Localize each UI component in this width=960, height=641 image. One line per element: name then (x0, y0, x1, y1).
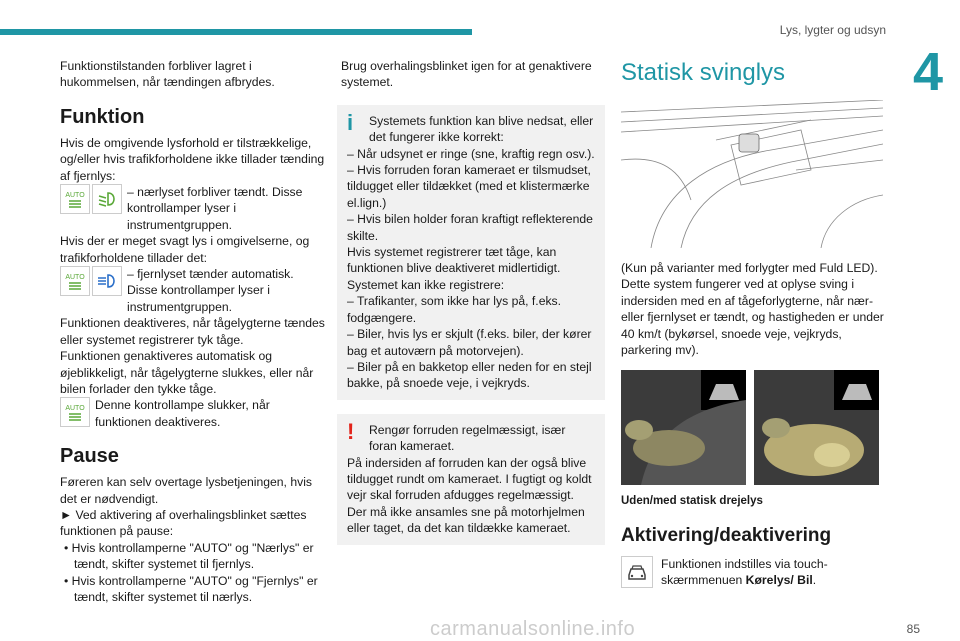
paragraph: Føreren kan selv overtage lysbetjeningen, hvis det er nødvendigt. (60, 475, 313, 506)
info-icon: i (347, 109, 354, 135)
note-line: – Biler på en bakketop eller neden for en stejl bakke, på snoede veje, i vejkryds. (347, 359, 592, 391)
comparison-photos (621, 370, 885, 485)
auto-lamp-icon (60, 397, 90, 427)
photo-without-cornering-light (621, 370, 746, 485)
intro-text: Brug overhalingsblinket igen for at genaktivere systemet. (341, 59, 592, 90)
pause-heading: Pause (60, 445, 119, 468)
page-number: 85 (906, 622, 920, 636)
photo-with-cornering-light (754, 370, 879, 485)
indicator-text: – nærlyset forbliver tændt. Disse kontrollamper lyser i instrumentgruppen. (127, 185, 303, 232)
note-line: – Når udsynet er ringe (sne, kraftig regn osv.). (347, 146, 595, 161)
note-line: – Hvis bilen holder foran kraftigt reflekterende skilte. (347, 212, 593, 243)
indicator-text: – fjernlyset tænder automatisk. Disse kontrollamper lyser i instrumentgruppen. (127, 267, 294, 314)
note-line: På indersiden af forruden kan der også blive tildugget rundt om kameraet. I fugtigt og koldt vejr skal forruden afdugges regelmæssigt. (347, 455, 592, 503)
paragraph: (Kun på varianter med forlygter med Fuld LED). (621, 261, 878, 275)
page-title: Statisk svinglys (621, 59, 786, 86)
note-lead: Rengør forruden regelmæssigt, især foran kameraet. (369, 422, 566, 454)
indicator-row-low-beam (60, 184, 325, 233)
svg-text:AUTO: AUTO (65, 405, 85, 413)
paragraph: Hvis de omgivende lysforhold er tilstrækkelige, og/eller hvis trafikforholdene ikke tillader tænding af fjernlys: (60, 135, 325, 183)
high-beam-icon (92, 266, 122, 296)
indicator-row-high-beam (60, 266, 325, 315)
section-header: Lys, lygter og udsyn (779, 23, 886, 37)
note-line: Der må ikke ansamles sne på motorhjelmen eller taget, da det kan tildække kameraet. (347, 504, 585, 536)
activation-text: Funktionen indstilles via touch-skærmmenuen Kørelys/ Bil. (661, 556, 828, 588)
note-line: – Trafikanter, som ikke har lys på, f.eks. fodgængere. (347, 294, 562, 325)
paragraph: Funktionen deaktiveres, når tågelygterne tændes eller systemet registrerer tyk tåge. (60, 316, 325, 347)
low-beam-icon (92, 184, 122, 214)
top-accent-bar (0, 29, 472, 35)
indicator-text: Denne kontrollampe slukker, når funktionen deaktiveres. (95, 398, 270, 429)
fog-lamp-illustration (621, 100, 883, 248)
activation-row (621, 556, 885, 589)
list-item: • Hvis kontrollamperne "AUTO" og "Fjernlys" er tændt, skifter systemet til nærlys. (64, 573, 318, 604)
intro-text: Funktionstilstanden forbliver lagret i hukommelsen, når tændingen afbrydes. (60, 59, 275, 90)
column-3 (621, 58, 885, 589)
note-line: – Biler, hvis lys er skjult (f.eks. biler, der kører bag et autoværn på motorvejen). (347, 327, 592, 358)
chapter-number: 4 (896, 40, 960, 104)
column-2 (341, 58, 605, 545)
photo-caption: Uden/med statisk drejelys (621, 495, 763, 508)
paragraph: ► Ved aktivering af overhalingsblinket sættes funktionen på pause: (60, 507, 307, 539)
paragraph: Dette system fungerer ved at oplyse sving i indersiden med en af tågeforlygterne, når nær- eller fjernlyset er tændt, og hastigheden er under 40 km/t (bykørsel, snoede veje, vejkryds, parkering mv). (621, 277, 884, 358)
warning-note (337, 414, 605, 545)
svg-text:AUTO: AUTO (65, 274, 85, 282)
warning-icon: ! (347, 418, 355, 444)
note-line: Systemet kan ikke registrere: (347, 277, 505, 292)
watermark: carmanualsonline.info (430, 618, 636, 640)
svg-text:AUTO: AUTO (65, 192, 85, 200)
menu-path: Kørelys/ Bil (745, 573, 813, 588)
paragraph: Hvis der er meget svagt lys i omgivelserne, og trafikforholdene tillader det: (60, 234, 310, 265)
list-item: • Hvis kontrollamperne "AUTO" og "Nærlys" er tændt, skifter systemet til fjernlys. (64, 540, 314, 572)
info-note (337, 105, 605, 400)
funktion-heading: Funktion (60, 105, 145, 128)
note-lead: Systemets funktion kan blive nedsat, eller det fungerer ikke korrekt: (369, 113, 594, 145)
indicator-row-deactivated (60, 397, 325, 430)
car-icon (621, 556, 653, 588)
activation-heading: Aktivering/deaktivering (621, 524, 832, 546)
column-1 (60, 58, 325, 605)
note-line: – Hvis forruden foran kameraet er tilsmudset, tildugget eller tildækket (med et klistermærke el.lign.) (347, 163, 591, 210)
auto-lamp-icon (60, 266, 90, 296)
note-line: Hvis systemet registrerer tæt tåge, kan funktionen blive deaktiveret midlertidigt. (347, 245, 561, 276)
paragraph: Funktionen genaktiveres automatisk og øjeblikkeligt, når tågelygterne slukkes, eller når bilen forlader den tykke tåge. (60, 349, 314, 396)
auto-lamp-icon (60, 184, 90, 214)
